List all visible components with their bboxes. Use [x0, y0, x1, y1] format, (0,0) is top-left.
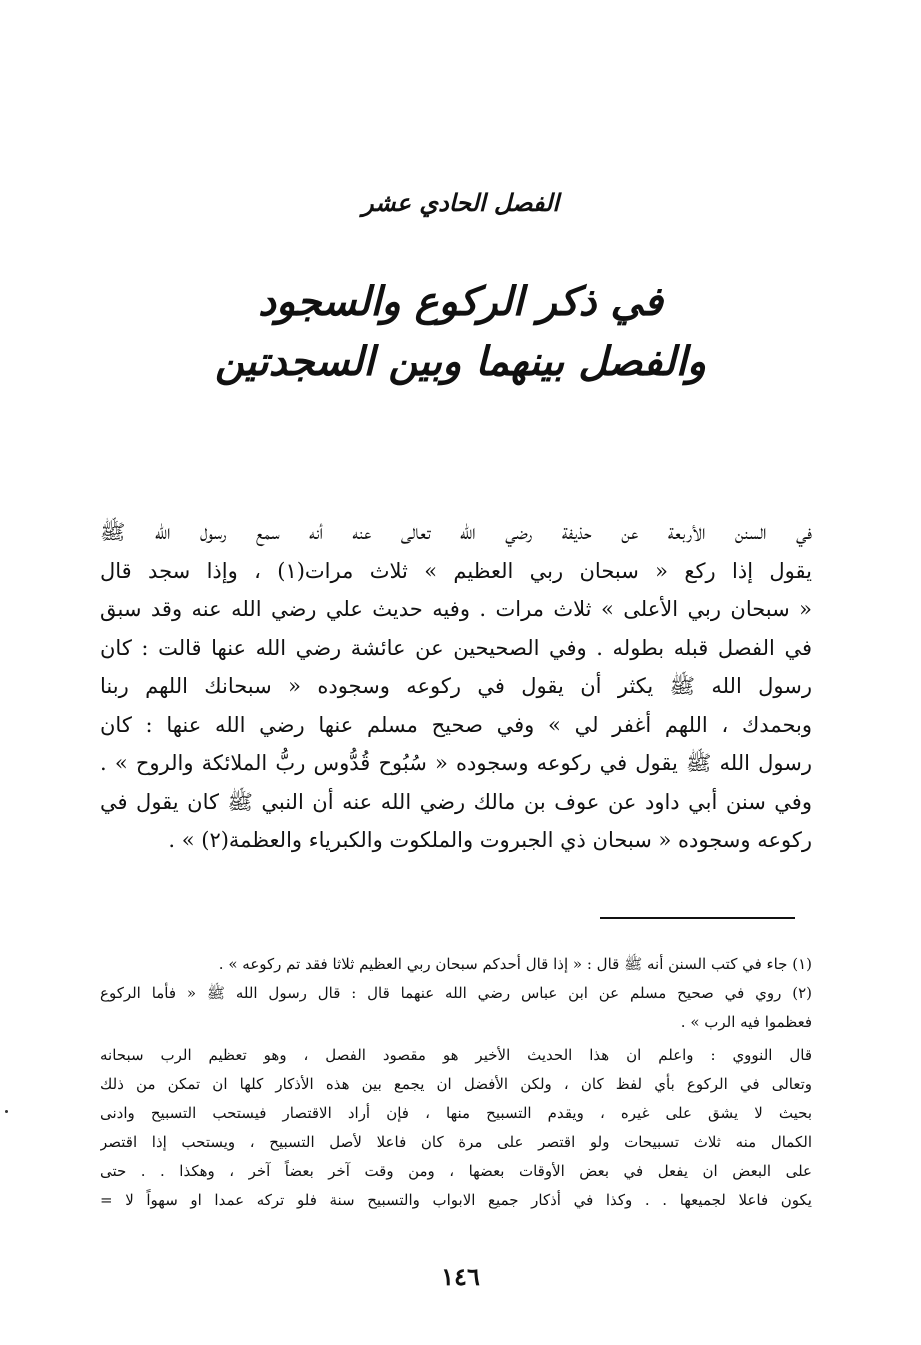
chapter-title-line-1: في ذكر الركوع والسجود [258, 278, 663, 325]
chapter-title [180, 272, 741, 392]
body-paragraph [100, 513, 812, 860]
body-line: يقول إذا ركع « سبحان ربي العظيم » ثلاث مرات(١) ، وإذا سجد قال [100, 558, 812, 583]
nawawi-line: الكمال منه ثلاث تسبيحات ولو اقتصر على مرة كان فاعلا لأصل التسبيح ، ويستحب إذا اقتصر [100, 1133, 812, 1151]
chapter-title-line-2: والفصل بينهما وبين السجدتين [214, 338, 707, 385]
body-line: رسول الله ﷺ يكثر أن يقول في ركوعه وسجوده « سبحانك اللهم ربنا [100, 674, 812, 698]
nawawi-line: على البعض ان يفعل في بعض الأوقات بعضها ، ومن وقت آخر بعضاً آخر ، وهكذا . . حتى [100, 1162, 812, 1180]
footnote-separator [600, 917, 795, 919]
chapter-label: الفصل الحادي عشر [361, 188, 560, 217]
body-line: رسول الله ﷺ يقول في ركوعه وسجوده « سُبُوح قُدُّوس ربُّ الملائكة والروح » . [100, 751, 812, 775]
body-line: وفي سنن أبي داود عن عوف بن مالك رضي الله عنه أن النبي ﷺ كان يقول في [100, 789, 812, 814]
nawawi-note [100, 1041, 812, 1215]
footnote-1: (١) جاء في كتب السنن أنه ﷺ قال : « إذا قال أحدكم سبحان ربي العظيم ثلاثا فقد تم ركوعه » . [218, 955, 812, 973]
nawawi-line: بحيث لا يشق على غيره ، ويقدم التسبيح منها ، فإن أراد الاقتصار فيستحب التسبيح وادنى [100, 1104, 812, 1122]
body-line: في السنن الأربعة عن حذيفة رضي الله تعالى عنه أنه سمع رسول الله ﷺ [100, 520, 812, 544]
footnote-2-line-1: (٢) روي في صحيح مسلم عن ابن عباس رضي الله عنهما قال : قال رسول الله ﷺ « فأما الركوع [100, 984, 812, 1002]
body-line: « سبحان ربي الأعلى » ثلاث مرات . وفيه حديث علي رضي الله عنه وقد سبق [100, 597, 812, 621]
body-line: وبحمدك ، اللهم أغفر لي » وفي صحيح مسلم عنها رضي الله عنها : كان [100, 712, 812, 737]
body-line: في الفصل قبله بطوله . وفي الصحيحين عن عائشة رضي الله عنها قالت : كان [100, 635, 812, 660]
footnotes [100, 950, 812, 1215]
nawawi-line: قال النووي : واعلم ان هذا الحديث الأخير هو مقصود الفصل ، وهو تعظيم الرب سبحانه [100, 1046, 812, 1064]
nawawi-line: يكون فاعلا لجميعها . . وكذا في أذكار جميع الابواب والتسبيح سنة فلو تركه عمدا او سهواً لا = [100, 1191, 812, 1209]
margin-speck [5, 1110, 8, 1113]
nawawi-line: وتعالى في الركوع بأي لفظ كان ، ولكن الأفضل ان يجمع بين هذه الأذكار كلها ان تمكن من ذلك [100, 1075, 812, 1093]
page-number: ١٤٦ [441, 1262, 480, 1291]
footnote-2-line-2: فعظموا فيه الرب » . [680, 1013, 812, 1031]
body-line: ركوعه وسجوده « سبحان ذي الجبروت والملكوت والكبرياء والعظمة(٢) » . [168, 828, 812, 852]
